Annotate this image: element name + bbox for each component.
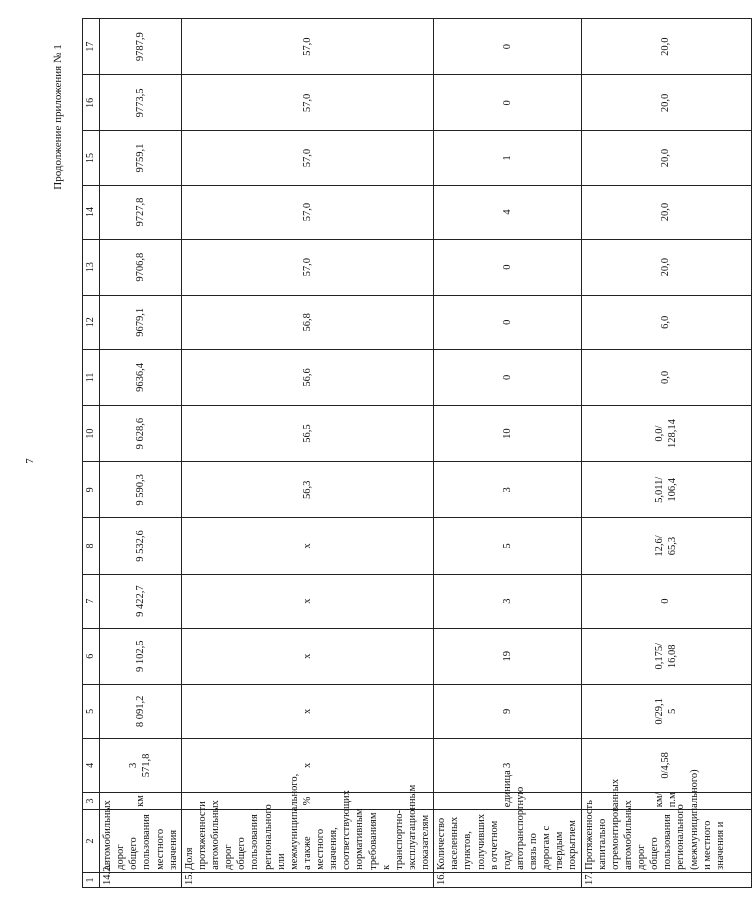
- column-number: 7: [83, 574, 100, 628]
- value-cell: 12,6/ 65,3: [581, 518, 751, 574]
- value-cell: 57,0: [181, 185, 433, 239]
- column-number: 12: [83, 295, 100, 349]
- column-number: 1: [83, 872, 100, 887]
- value-cell: 3 571,8: [100, 738, 182, 792]
- column-number: 8: [83, 518, 100, 574]
- value-cell: 57,0: [181, 131, 433, 185]
- value-cell: 0,0: [581, 349, 751, 405]
- value-cell: 6,0: [581, 295, 751, 349]
- value-cell: 20,0: [581, 19, 751, 75]
- value-cell: x: [181, 684, 433, 738]
- indicator-name: автомобильных дорог общего пользования местного значения: [100, 810, 182, 873]
- column-number: 2: [83, 810, 100, 873]
- value-cell: 3: [434, 738, 581, 792]
- value-cell: 0/4,58: [581, 738, 751, 792]
- column-number: 11: [83, 349, 100, 405]
- column-number: 16: [83, 75, 100, 131]
- value-cell: 57,0: [181, 239, 433, 295]
- value-cell: 0,0/ 128,14: [581, 406, 751, 462]
- column-number: 6: [83, 628, 100, 684]
- column-number: 4: [83, 738, 100, 792]
- value-cell: 56,5: [181, 406, 433, 462]
- value-cell: 9 422,7: [100, 574, 182, 628]
- value-cell: 9 590,3: [100, 462, 182, 518]
- indicator-table: [82, 18, 752, 888]
- row-number: 16.: [434, 872, 581, 887]
- value-cell: 20,0: [581, 75, 751, 131]
- value-cell: 0,175/ 16,08: [581, 628, 751, 684]
- unit-cell: км: [100, 792, 182, 809]
- value-cell: 9727,8: [100, 185, 182, 239]
- page-number: 7: [24, 458, 36, 464]
- value-cell: 57,0: [181, 75, 433, 131]
- column-number: 3: [83, 792, 100, 809]
- table-row: [434, 19, 581, 888]
- value-cell: 0: [434, 19, 581, 75]
- table-row: [181, 19, 433, 888]
- value-cell: 19: [434, 628, 581, 684]
- unit-cell: %: [181, 792, 433, 809]
- value-cell: 20,0: [581, 239, 751, 295]
- row-number: 14.2.: [100, 872, 182, 887]
- column-number: 14: [83, 185, 100, 239]
- row-number: 15.: [181, 872, 433, 887]
- row-number: 17.: [581, 872, 751, 887]
- column-number-row: [83, 19, 100, 888]
- column-number: 10: [83, 406, 100, 462]
- value-cell: x: [181, 738, 433, 792]
- value-cell: 8 091,2: [100, 684, 182, 738]
- column-number: 13: [83, 239, 100, 295]
- unit-cell: единица: [434, 792, 581, 809]
- value-cell: 56,3: [181, 462, 433, 518]
- value-cell: 0: [434, 239, 581, 295]
- value-cell: 57,0: [181, 19, 433, 75]
- value-cell: 9 628,6: [100, 406, 182, 462]
- value-cell: 0: [434, 75, 581, 131]
- value-cell: 0: [581, 574, 751, 628]
- table-frame: [82, 18, 726, 888]
- unit-cell: км/ п.м: [581, 792, 751, 809]
- value-cell: 0: [434, 295, 581, 349]
- value-cell: 9 532,6: [100, 518, 182, 574]
- value-cell: 5: [434, 518, 581, 574]
- value-cell: 3: [434, 574, 581, 628]
- value-cell: 5,011/ 106,4: [581, 462, 751, 518]
- indicator-name: Протяженность капитально отремонтированных автомобильных дорог общего пользования регионального (межмуниципального) и местного значения и: [581, 810, 751, 873]
- value-cell: 10: [434, 406, 581, 462]
- value-cell: x: [181, 628, 433, 684]
- table-row: [581, 19, 751, 888]
- continuation-title: Продолжение приложения № 1: [52, 44, 64, 190]
- value-cell: x: [181, 518, 433, 574]
- indicator-name: Доля протяженности автомобильных дорог общего пользования регионального или межмуниципального, а также местного значения, соответствующих нормативным требованиям к транспортно-эксплуатационным показателям: [181, 810, 433, 873]
- value-cell: 20,0: [581, 185, 751, 239]
- value-cell: 56,6: [181, 349, 433, 405]
- value-cell: 9 102,5: [100, 628, 182, 684]
- value-cell: 0/29,1 5: [581, 684, 751, 738]
- value-cell: 9679,1: [100, 295, 182, 349]
- value-cell: 9759,1: [100, 131, 182, 185]
- value-cell: 9636,4: [100, 349, 182, 405]
- value-cell: 4: [434, 185, 581, 239]
- column-number: 5: [83, 684, 100, 738]
- value-cell: 3: [434, 462, 581, 518]
- value-cell: 9773,5: [100, 75, 182, 131]
- value-cell: 20,0: [581, 131, 751, 185]
- table-row: [100, 19, 182, 888]
- value-cell: 9787,9: [100, 19, 182, 75]
- column-number: 9: [83, 462, 100, 518]
- value-cell: 56,8: [181, 295, 433, 349]
- value-cell: 0: [434, 349, 581, 405]
- value-cell: x: [181, 574, 433, 628]
- value-cell: 9706,8: [100, 239, 182, 295]
- indicator-name: Количество населенных пунктов, получивших в отчетном году автотранспортную связь по дорогам с твердым покрытием: [434, 810, 581, 873]
- value-cell: 1: [434, 131, 581, 185]
- value-cell: 9: [434, 684, 581, 738]
- column-number: 15: [83, 131, 100, 185]
- column-number: 17: [83, 19, 100, 75]
